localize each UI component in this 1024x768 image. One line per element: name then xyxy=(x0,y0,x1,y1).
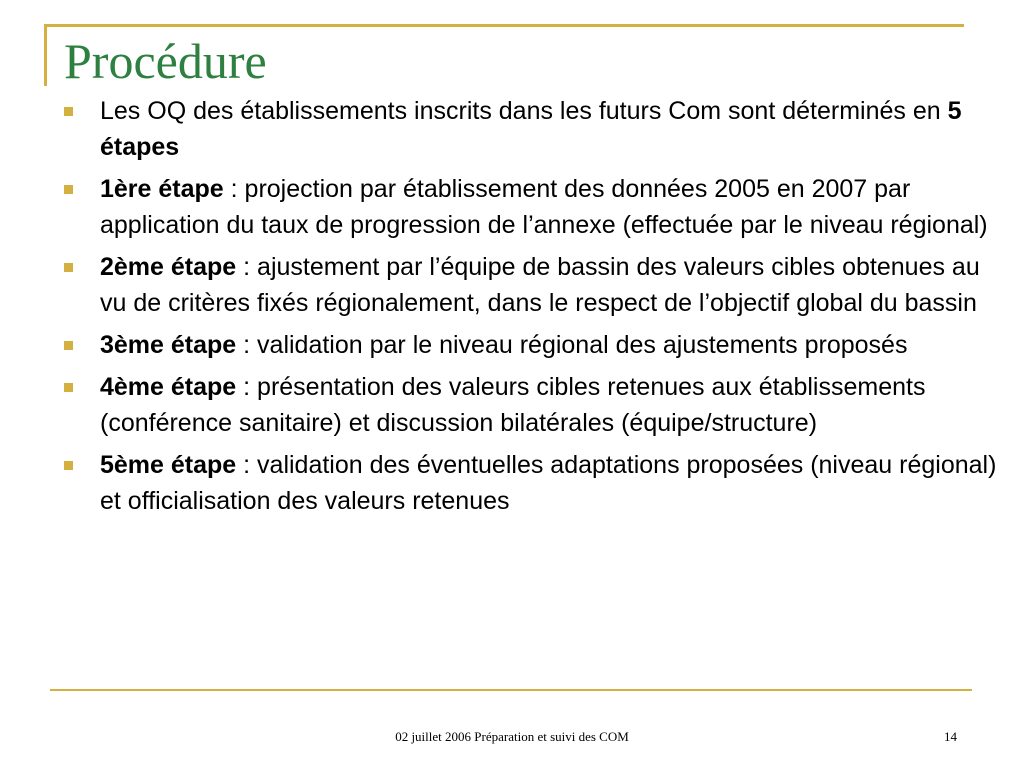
bullet-list xyxy=(62,93,997,525)
bullet-text: : projection par établissement des données 2005 en 2007 par application du taux de progression de l’annexe (effectuée par le niveau régional) xyxy=(100,175,988,239)
bullet-text: : présentation des valeurs cibles retenues aux établissements (conférence sanitaire) et discussion bilatérales (équipe/structure) xyxy=(100,373,926,437)
square-bullet-icon xyxy=(64,185,73,194)
bullet-bold-label: 5ème étape xyxy=(100,451,237,479)
bullet-item-step-5 xyxy=(62,447,997,519)
square-bullet-icon xyxy=(64,263,73,272)
bullet-text: : ajustement par l’équipe de bassin des valeurs cibles obtenues au vu de critères fixés régionalement, dans le respect de l’objectif global du bassin xyxy=(100,253,980,317)
bullet-bold-label: 3ème étape xyxy=(100,331,237,359)
top-frame-line xyxy=(44,24,964,27)
slide-title: Procédure xyxy=(64,33,267,89)
footer-text: 02 juillet 2006 Préparation et suivi des COM xyxy=(395,729,629,744)
square-bullet-icon xyxy=(64,383,73,392)
bottom-frame-line xyxy=(50,689,972,691)
square-bullet-icon xyxy=(64,107,73,116)
bullet-bold-text: 5 étapes xyxy=(100,97,962,161)
bullet-text: Les OQ des établissements inscrits dans les futurs Com sont déterminés en xyxy=(100,97,948,125)
left-frame-line xyxy=(44,24,47,86)
square-bullet-icon xyxy=(64,461,73,470)
bullet-bold-label: 4ème étape xyxy=(100,373,237,401)
bullet-item-step-3 xyxy=(62,327,997,363)
bullet-text: : validation par le niveau régional des ajustements proposés xyxy=(236,331,908,359)
bullet-bold-label: 2ème étape xyxy=(100,253,237,281)
bullet-bold-label: 1ère étape xyxy=(100,175,224,203)
bullet-text: : validation des éventuelles adaptations proposées (niveau régional) et officialisation des valeurs retenues xyxy=(100,451,997,515)
bullet-item-step-2 xyxy=(62,249,997,321)
bullet-item-step-1 xyxy=(62,171,997,243)
bullet-item-intro xyxy=(62,93,997,165)
bullet-item-step-4 xyxy=(62,369,997,441)
page-number: 14 xyxy=(944,729,957,744)
square-bullet-icon xyxy=(64,341,73,350)
